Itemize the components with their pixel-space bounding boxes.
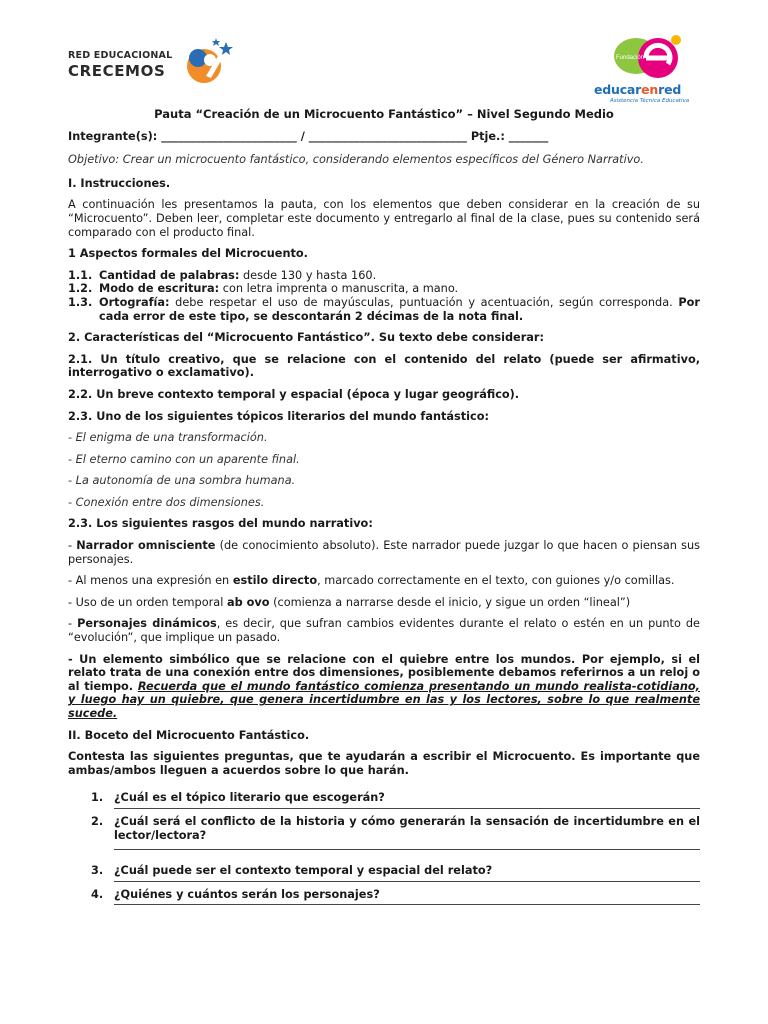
topic-item: - La autonomía de una sombra humana. [68,474,296,488]
rasgo-orden: - Uso de un orden temporal ab ovo (comienza a narrarse desde el inicio, y sigue un orden “lineal”) [68,595,631,609]
topic-item: - El enigma de una transformación. [68,431,268,445]
topic-item: - Conexión entre dos dimensiones. [68,495,265,509]
question-item: 1. ¿Cuál es el tópico literario que escogerán? [91,791,385,805]
item-2-2: 2.2. Un breve contexto temporal y espacial (época y lugar geográfico). [68,387,520,401]
crecemos-logo [68,36,238,88]
question-item: 3. ¿Cuál puede ser el contexto temporal y espacial del relato? [91,864,493,878]
logo-left-line2: CRECEMOS [68,62,166,80]
section1-heading: I. Instrucciones. [68,176,171,190]
document-body [68,108,700,905]
rasgo-personajes: - Personajes dinámicos, es decir, que sufran cambios evidentes durante el relato o estén en un punto de “evolución”, que implique un pasado. [68,617,700,645]
answer-line[interactable] [114,903,700,905]
rasgo-estilo: - Al menos una expresión en estilo directo, marcado correctamente en el texto, con guiones y/o comillas. [68,574,675,588]
answer-line[interactable] [114,807,700,809]
crecemos-mark-icon [176,36,238,88]
formal-item: 1.3. Ortografía: debe respetar el uso de mayúsculas, puntuación y acentuación, según corresponda. Por cada error de este tipo, se descontarán 2 décimas de la nota final. [68,295,700,323]
fundacion-text: Fundación [616,55,645,61]
formal-item: 1.2. Modo de escritura: con letra imprenta o manuscrita, a mano. [68,282,459,296]
rasgo-simbolico: - Un elemento simbólico que se relacione con el quiebre entre los mundos. Por ejemplo, si el relato trata de una conexión entre dos dimensiones, posiblemente debamos referirnos a un reloj o al tiempo. Recuerda que el mundo fantástico comienza presentando un mundo realista-cotidiano, y luego hay un quiebre, que genera incertidumbre en las y los lectores, sobre lo que realmente sucede. [68,652,700,720]
objective-text: Objetivo: Crear un microcuento fantástico, considerando elementos específicos del Género Narrativo. [68,153,644,167]
formal-heading: 1 Aspectos formales del Microcuento. [68,247,308,261]
answer-line[interactable] [114,848,700,850]
section2-intro: Contesta las siguientes preguntas, que te ayudarán a escribir el Microcuento. Es importante que ambas/ambos lleguen a acuerdos sobre lo que harán. [68,750,700,777]
question-item: 2. ¿Cuál será el conflicto de la historia y cómo generarán la sensación de incertidumbre en el lector/lectora? [91,814,700,842]
educarenred-logo [590,32,708,102]
rasgo-narrador: - Narrador omnisciente (de conocimiento absoluto). Este narrador puede juzgar lo que hacen o piensan sus personajes. [68,539,701,566]
section1-intro: A continuación les presentamos la pauta, con los elementos que deben considerar en la creación de su “Microcuento”. Deben leer, completar este documento y entregarlo al final de la clase, pues su contenido será comparado con el producto final. [68,198,700,239]
topic-item: - El eterno camino con un aparente final. [68,452,300,466]
formal-item: 1.1. Cantidad de palabras: desde 130 y hasta 160. [68,268,377,282]
answer-line[interactable] [114,880,700,882]
section2-heading: II. Boceto del Microcuento Fantástico. [68,728,310,742]
logo-left-line1: RED EDUCACIONAL [68,50,173,61]
item-2-1: 2.1. Un título creativo, que se relacione con el contenido del relato (puede ser afirmativo, interrogativo o exclamativo). [68,352,700,380]
educarenred-tagline: Asistencia Técnica Educativa [610,98,690,104]
educarenred-mark-icon [606,32,686,84]
educarenred-wordmark: educarenred [594,82,682,97]
item-2-3-rasgos: 2.3. Los siguientes rasgos del mundo narrativo: [68,517,373,531]
formal-list [68,269,700,323]
item-2-3: 2.3. Uno de los siguientes tópicos literarios del mundo fantástico: [68,409,490,423]
characteristics-heading: 2. Características del “Microcuento Fantástico”. Su texto debe considerar: [68,331,544,345]
integrantes-line[interactable]: Integrante(s): ________________________ / ____________________________ Ptje.: _______ [68,129,549,143]
page-title: Pauta “Creación de un Microcuento Fantástico” – Nivel Segundo Medio [154,107,614,121]
question-item: 4. ¿Quiénes y cuántos serán los personajes? [91,887,380,901]
